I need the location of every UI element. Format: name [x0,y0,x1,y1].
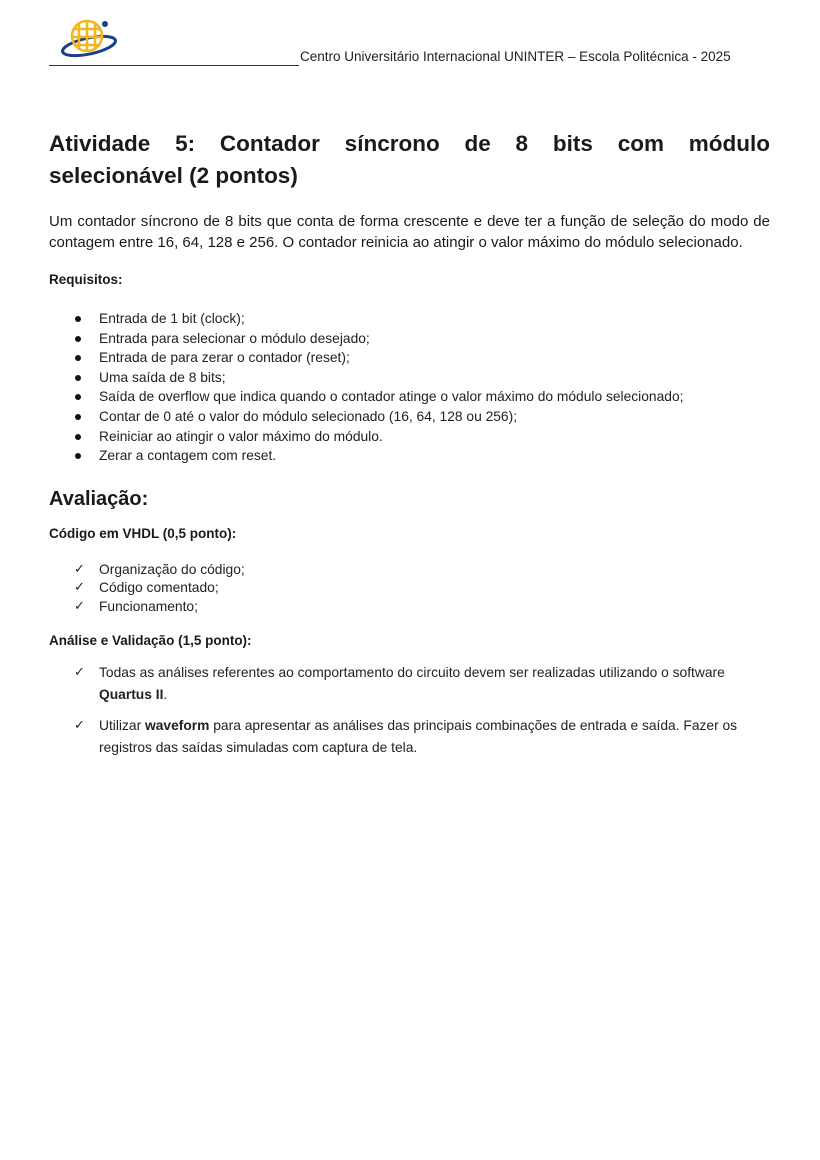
bullet-icon [75,414,81,420]
activity-title [49,128,770,192]
university-globe-logo [59,16,119,62]
list-item: Contar de 0 até o valor do módulo selecionado (16, 64, 128 ou 256); [49,407,770,427]
bullet-icon [75,434,81,440]
requirements-title: Requisitos: [49,272,123,287]
bullet-icon [75,375,81,381]
activity-intro: Um contador síncrono de 8 bits que conta de forma crescente e deve ter a função de seleção do modo de contagem entre 16, 64, 128 e 256. O contador reinicia ao atingir o valor máximo do módulo selecionado. [49,213,770,251]
list-item: ✓ Todas as análises referentes ao comportamento do circuito devem ser realizadas utilizando o software Quartus II. [49,662,770,706]
list-item: ✓ Organização do código; [49,561,770,580]
institution-name: Centro Universitário Internacional UNINTER – Escola Politécnica - 2025 [300,49,731,64]
checkmark-icon: ✓ [74,561,85,577]
list-item: Uma saída de 8 bits; [49,368,770,388]
analysis-criteria-list [49,662,770,759]
checkmark-icon: ✓ [74,665,85,681]
list-item: Reiniciar ao atingir o valor máximo do módulo. [49,427,770,447]
list-item: Entrada de para zerar o contador (reset); [49,348,770,368]
checkmark-icon: ✓ [74,580,85,596]
bullet-icon [75,453,81,459]
evaluation-title: Avaliação: [49,487,149,510]
analysis-section-title: Análise e Validação (1,5 ponto): [49,633,252,649]
list-item: ✓ Funcionamento; [49,598,770,617]
document-body [49,128,770,768]
page-header [49,16,764,66]
list-item: Zerar a contagem com reset. [49,446,770,466]
bullet-icon [75,355,81,361]
code-section-title: Código em VHDL (0,5 ponto): [49,525,237,541]
list-item: Entrada para selecionar o módulo desejado; [49,329,770,349]
checkmark-icon: ✓ [74,598,85,614]
bullet-icon [75,316,81,322]
activity-title-line1: Atividade 5: Contador síncrono de 8 bits com módulo [49,131,770,156]
checkmark-icon: ✓ [74,718,85,734]
requirements-list [49,309,770,466]
list-item: ✓ Utilizar waveform para apresentar as análises das principais combinações de entrada e saída. Fazer os registros das saídas simuladas com captura de tela. [49,715,770,759]
code-criteria-list [49,561,770,617]
list-item: Entrada de 1 bit (clock); [49,309,770,329]
bullet-icon [75,336,81,342]
activity-title-line2: selecionável (2 pontos) [49,163,298,188]
header-rule [49,65,299,66]
list-item: Saída de overflow que indica quando o contador atinge o valor máximo do módulo selecionado; [49,387,770,407]
bullet-icon [75,394,81,400]
list-item: ✓ Código comentado; [49,579,770,598]
